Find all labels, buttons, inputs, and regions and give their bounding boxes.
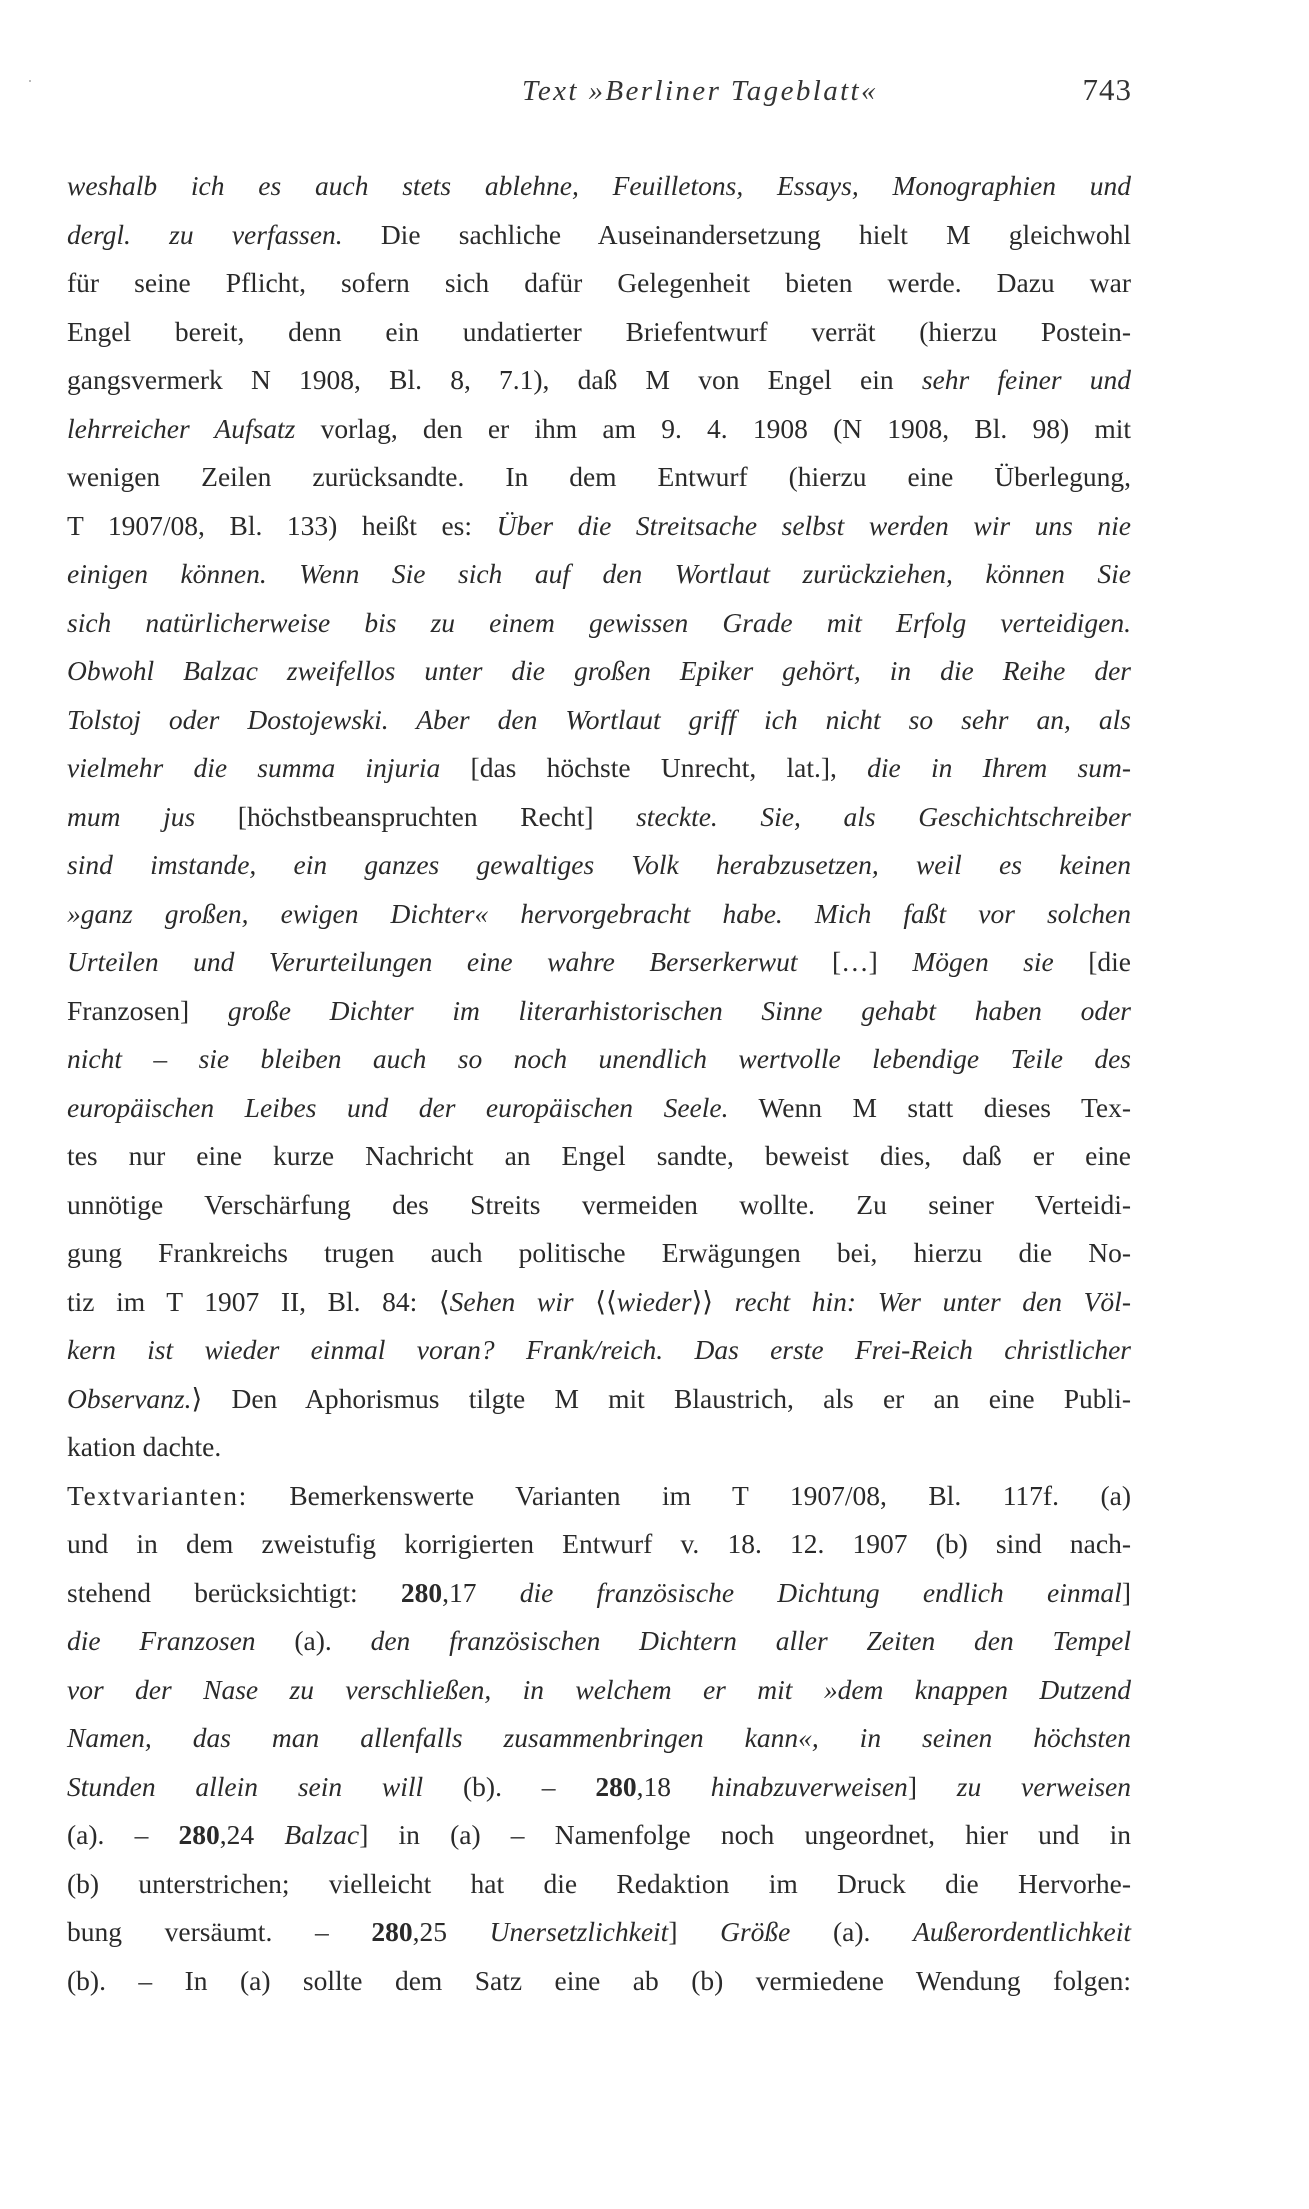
- quoted-italic-text: sind imstande, ein ganzes gewaltiges Volk herabzusetzen, weil es keinen: [67, 849, 1131, 880]
- text-segment: [die: [1053, 946, 1131, 977]
- text-segment: gung Frankreichs trugen auch politische Erwägungen bei, hierzu die No-: [67, 1237, 1131, 1268]
- text-segment: ⟩ Den Aphorismus tilgte M mit Blaustrich, als er an eine Publi-: [191, 1382, 1131, 1414]
- line-reference: 280: [595, 1770, 637, 1802]
- text-line: [67, 647, 1131, 696]
- text-line: [67, 453, 1131, 502]
- quoted-italic-text: Mögen sie: [912, 946, 1054, 977]
- text-segment: (b) unterstrichen; vielleicht hat die Redaktion im Druck die Hervorhe-: [67, 1867, 1131, 1899]
- quoted-italic-text: wieder: [616, 1285, 692, 1317]
- text-line: [67, 550, 1131, 599]
- text-segment: Bemerkenswerte Varianten im T 1907/08, Bl. 117f. (a): [247, 1479, 1131, 1511]
- text-segment: kation dachte.: [67, 1431, 222, 1462]
- text-line: [67, 1229, 1131, 1278]
- text-line: [67, 938, 1131, 987]
- text-segment: stehend berücksichtigt:: [67, 1576, 401, 1608]
- text-segment: Textvarianten:: [67, 1479, 248, 1511]
- text-line: [67, 1181, 1131, 1230]
- text-segment: ,18: [636, 1770, 711, 1802]
- text-line: [67, 1423, 1131, 1472]
- running-head-title: Text »Berliner Tageblatt«: [522, 75, 878, 107]
- text-segment: (a). –: [67, 1819, 179, 1850]
- scan-speck: [29, 80, 31, 82]
- quoted-italic-text: dergl. zu verfassen.: [67, 218, 343, 250]
- page-number: 743: [1082, 72, 1132, 107]
- text-segment: ,24: [219, 1819, 285, 1850]
- quoted-italic-text: sehr feiner und: [921, 364, 1131, 395]
- text-line: [67, 696, 1131, 745]
- text-line: [67, 1084, 1131, 1133]
- text-line: [67, 308, 1131, 357]
- quoted-italic-text: die französische Dichtung endlich einmal: [519, 1576, 1122, 1608]
- text-segment: Engel bereit, denn ein undatierter Briefentwurf verrät (hierzu Postein-: [67, 315, 1131, 347]
- text-line: [67, 793, 1131, 842]
- text-segment: ] in (a) – Namenfolge noch ungeordnet, hier und in: [359, 1819, 1131, 1850]
- text-segment: bung versäumt. –: [67, 1916, 372, 1947]
- text-segment: [das höchste Unrecht, lat.],: [440, 752, 868, 783]
- quoted-italic-text: Sehen wir: [449, 1285, 596, 1317]
- quoted-italic-text: Urteilen und Verurteilungen eine wahre Berserkerwut: [67, 946, 798, 977]
- text-segment: und in dem zweistufig korrigierten Entwurf v. 18. 12. 1907 (b) sind nach-: [67, 1528, 1131, 1559]
- text-segment: ⟩⟩: [691, 1285, 735, 1317]
- text-segment: ]: [668, 1916, 721, 1947]
- text-line: [67, 356, 1131, 405]
- text-line: [67, 1035, 1131, 1084]
- text-segment: Die sachliche Auseinandersetzung hielt M gleichwohl: [342, 218, 1132, 250]
- quoted-italic-text: hinabzuverweisen: [710, 1770, 908, 1802]
- text-line: [67, 1326, 1131, 1375]
- quoted-italic-text: zu verweisen: [956, 1770, 1131, 1802]
- running-head: [522, 72, 1132, 116]
- quoted-italic-text: lehrreicher Aufsatz: [67, 412, 296, 444]
- line-reference: 280: [371, 1916, 413, 1947]
- quoted-italic-text: recht hin: Wer unter den Völ-: [734, 1285, 1131, 1317]
- text-segment: tes nur eine kurze Nachricht an Engel sandte, beweist dies, daß er eine: [67, 1140, 1131, 1171]
- quoted-italic-text: die in Ihrem sum-: [867, 752, 1131, 783]
- quoted-italic-text: Außerordentlichkeit: [913, 1916, 1131, 1947]
- text-line: [67, 1666, 1131, 1715]
- quoted-italic-text: Unersetzlichkeit: [489, 1916, 669, 1947]
- text-segment: ,25: [412, 1916, 490, 1947]
- text-line: [67, 162, 1131, 211]
- text-segment: Franzosen]: [67, 994, 228, 1026]
- quoted-italic-text: sich natürlicherweise bis zu einem gewissen Grade mit Erfolg verteidigen.: [67, 606, 1131, 638]
- text-line: [67, 1957, 1131, 2006]
- quoted-italic-text: Balzac: [284, 1819, 360, 1850]
- text-line: [67, 1860, 1131, 1909]
- text-line: [67, 405, 1131, 454]
- quoted-italic-text: vor der Nase zu verschließen, in welchem er mit »dem knappen Dutzend: [67, 1673, 1131, 1705]
- quoted-italic-text: große Dichter im literarhistorischen Sinne gehabt haben oder: [227, 994, 1131, 1026]
- text-segment: (b). –: [423, 1770, 596, 1802]
- text-segment: (b). – In (a) sollte dem Satz eine ab (b) vermiedene Wendung folgen:: [67, 1964, 1131, 1996]
- text-line: [67, 1811, 1131, 1860]
- quoted-italic-text: europäischen Leibes und der europäischen Seele.: [67, 1091, 729, 1123]
- text-line: [67, 1520, 1131, 1569]
- text-segment: ]: [907, 1770, 957, 1802]
- text-segment: ⟨⟨: [595, 1285, 617, 1317]
- quoted-italic-text: Observanz.: [67, 1382, 192, 1414]
- quoted-italic-text: kern ist wieder einmal voran? Frank/reich. Das erste Frei-Reich christlicher: [67, 1334, 1131, 1365]
- quoted-italic-text: vielmehr die summa injuria: [67, 752, 441, 783]
- quoted-italic-text: einigen können. Wenn Sie sich auf den Wortlaut zurückziehen, können Sie: [67, 558, 1131, 589]
- text-segment: tiz im T 1907 II, Bl. 84: ⟨: [67, 1285, 450, 1317]
- text-segment: gangsvermerk N 1908, Bl. 8, 7.1), daß M von Engel ein: [67, 364, 922, 395]
- text-line: [67, 1132, 1131, 1181]
- text-line: [67, 1375, 1131, 1424]
- text-line: [67, 1908, 1131, 1957]
- quoted-italic-text: mum jus: [67, 800, 196, 832]
- quoted-italic-text: nicht – sie bleiben auch so noch unendlich wertvolle lebendige Teile des: [67, 1043, 1131, 1074]
- quoted-italic-text: Obwohl Balzac zweifellos unter die großen Epiker gehört, in die Reihe der: [67, 655, 1131, 686]
- text-segment: vorlag, den er ihm am 9. 4. 1908 (N 1908, Bl. 98) mit: [295, 412, 1131, 444]
- text-segment: [höchstbeanspruchten Recht]: [195, 800, 637, 832]
- text-line: [67, 599, 1131, 648]
- text-segment: ]: [1121, 1576, 1131, 1608]
- text-line: [67, 1617, 1131, 1666]
- text-segment: unnötige Verschärfung des Streits vermeiden wollte. Zu seiner Verteidi-: [67, 1188, 1131, 1220]
- text-line: [67, 987, 1131, 1036]
- text-line: [67, 744, 1131, 793]
- quoted-italic-text: den französischen Dichtern aller Zeiten den Tempel: [370, 1625, 1131, 1656]
- line-reference: 280: [178, 1819, 220, 1850]
- text-segment: wenigen Zeilen zurücksandte. In dem Entwurf (hierzu eine Überlegung,: [67, 461, 1131, 492]
- text-line: [67, 259, 1131, 308]
- quoted-italic-text: »ganz großen, ewigen Dichter« hervorgebracht habe. Mich faßt vor solchen: [67, 897, 1131, 929]
- text-line: [67, 1714, 1131, 1763]
- text-segment: ,17: [442, 1576, 520, 1608]
- text-line: [67, 890, 1131, 939]
- line-reference: 280: [400, 1576, 443, 1608]
- text-line: [67, 1569, 1131, 1618]
- text-line: [67, 1763, 1131, 1812]
- text-segment: T 1907/08, Bl. 133) heißt es:: [67, 509, 497, 541]
- text-segment: (a).: [790, 1916, 914, 1947]
- quoted-italic-text: Größe: [720, 1916, 791, 1947]
- text-line: [67, 1278, 1131, 1327]
- quoted-italic-text: Namen, das man allenfalls zusammenbringen kann«, in seinen höchsten: [67, 1722, 1131, 1753]
- text-segment: […]: [797, 946, 913, 977]
- text-line: [67, 1472, 1131, 1521]
- quoted-italic-text: Über die Streitsache selbst werden wir uns nie: [496, 509, 1131, 541]
- quoted-italic-text: Tolstoj oder Dostojewski. Aber den Wortlaut griff ich nicht so sehr an, als: [67, 703, 1131, 735]
- text-segment: Wenn M statt dieses Tex-: [728, 1091, 1131, 1123]
- quoted-italic-text: steckte. Sie, als Geschichtschreiber: [636, 800, 1131, 832]
- text-line: [67, 841, 1131, 890]
- text-line: [67, 502, 1131, 551]
- quoted-italic-text: die Franzosen: [67, 1625, 256, 1656]
- quoted-italic-text: Stunden allein sein will: [67, 1770, 424, 1802]
- quoted-italic-text: weshalb ich es auch stets ablehne, Feuilletons, Essays, Monographien und: [67, 170, 1131, 201]
- text-segment: für seine Pflicht, sofern sich dafür Gelegenheit bieten werde. Dazu war: [67, 267, 1131, 298]
- text-line: [67, 211, 1131, 260]
- text-segment: (a).: [255, 1625, 371, 1656]
- body-text: [67, 162, 1131, 2005]
